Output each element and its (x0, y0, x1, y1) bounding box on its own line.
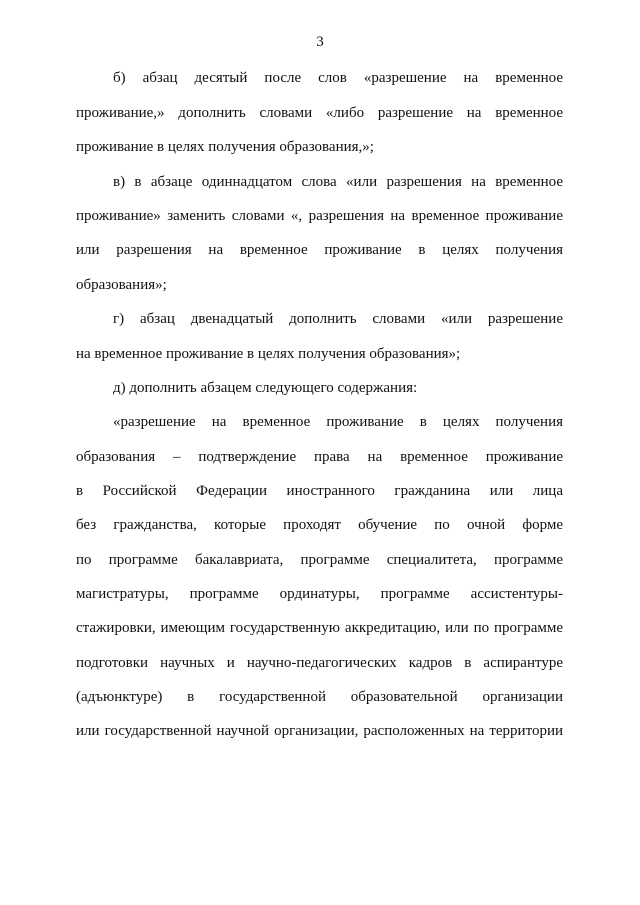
paragraph-g-line-2: на временное проживание в целях получения образования»; (76, 346, 461, 362)
paragraph-b-line-1: б) абзац десятый после слов «разрешение на временное (113, 70, 563, 86)
definition-line-2: образования – подтверждение права на временное проживание (76, 449, 563, 465)
paragraph-v-line-1: в) в абзаце одиннадцатом слова «или разрешения на временное (113, 174, 563, 190)
definition-line-7: стажировки, имеющим государственную аккредитацию, или по программе (76, 620, 563, 636)
definition-line-1: «разрешение на временное проживание в целях получения (113, 414, 563, 430)
paragraph-d-line-1: д) дополнить абзацем следующего содержания: (113, 380, 418, 396)
definition-line-3: в Российской Федерации иностранного гражданина или лица (76, 483, 563, 499)
definition-line-4: без гражданства, которые проходят обучение по очной форме (76, 517, 563, 533)
paragraph-g-line-1: г) абзац двенадцатый дополнить словами «или разрешение (113, 311, 563, 327)
page-number: 3 (316, 34, 324, 50)
definition-line-9: (адъюнктуре) в государственной образовательной организации (76, 689, 563, 705)
paragraph-v-line-3: или разрешения на временное проживание в целях получения (76, 242, 563, 258)
paragraph-b-line-2: проживание,» дополнить словами «либо разрешение на временное (76, 105, 563, 121)
definition-line-8: подготовки научных и научно-педагогических кадров в аспирантуре (76, 655, 563, 671)
paragraph-v-line-2: проживание» заменить словами «, разрешения на временное проживание (76, 208, 563, 224)
definition-line-5: по программе бакалавриата, программе специалитета, программе (76, 552, 563, 568)
paragraph-b-line-3: проживание в целях получения образования,»; (76, 139, 374, 155)
paragraph-v-line-4: образования»; (76, 277, 167, 293)
definition-line-6: магистратуры, программе ординатуры, программе ассистентуры- (76, 586, 563, 602)
definition-line-10: или государственной научной организации, расположенных на территории (76, 723, 563, 739)
